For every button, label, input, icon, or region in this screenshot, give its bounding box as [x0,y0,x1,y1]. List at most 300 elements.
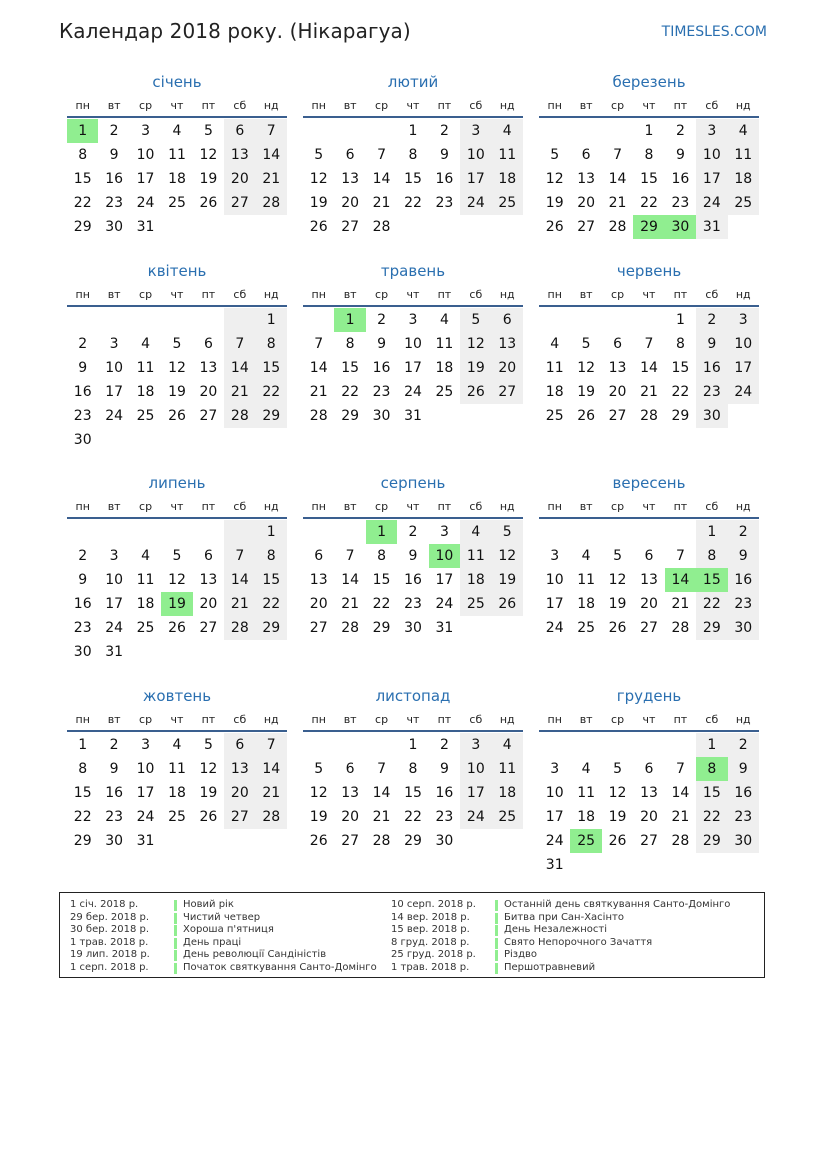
day-cell[interactable]: 21 [224,592,255,616]
day-cell[interactable]: 9 [728,757,759,781]
day-cell[interactable]: 24 [435,596,454,612]
day-cell[interactable]: 5 [172,336,182,352]
day-cell[interactable]: 2 [439,737,449,753]
day-cell[interactable]: 7 [644,336,654,352]
day-cell[interactable]: 27 [577,219,596,235]
day-cell[interactable]: 3 [460,733,491,757]
day-cell[interactable]: 10 [105,360,124,376]
day-cell[interactable]: 2 [675,123,685,139]
day-cell[interactable]: 5 [581,336,591,352]
day-cell[interactable]: 16 [728,568,759,592]
day-cell[interactable]: 16 [105,785,124,801]
day-cell[interactable]: 11 [492,757,523,781]
day-cell[interactable]: 26 [309,833,328,849]
day-cell[interactable]: 29 [256,404,287,428]
day-cell[interactable]: 18 [435,360,454,376]
day-cell[interactable]: 14 [640,360,658,376]
day-cell[interactable]: 20 [199,596,218,612]
day-cell[interactable]: 26 [199,809,218,825]
day-cell[interactable]: 8 [644,147,654,163]
day-cell[interactable]: 31 [435,620,454,636]
day-cell[interactable]: 26 [577,408,596,424]
day-cell[interactable]: 29 [696,616,727,640]
day-cell[interactable]: 6 [345,761,355,777]
day-cell[interactable]: 16 [728,781,759,805]
day-cell[interactable]: 28 [372,219,391,235]
day-cell[interactable]: 11 [577,572,596,588]
day-cell[interactable]: 14 [256,757,287,781]
day-cell[interactable]: 25 [435,384,454,400]
day-cell[interactable]: 2 [696,308,727,332]
day-cell[interactable]: 11 [577,785,596,801]
day-cell[interactable]: 29 [372,620,391,636]
day-cell[interactable]: 13 [577,171,596,187]
day-cell[interactable]: 6 [613,336,623,352]
day-cell[interactable]: 17 [136,171,155,187]
day-cell[interactable]: 2 [728,520,759,544]
day-cell[interactable]: 3 [408,312,418,328]
day-cell[interactable]: 21 [341,596,360,612]
day-cell[interactable]: 31 [136,833,155,849]
day-cell[interactable]: 18 [136,384,155,400]
day-cell[interactable]: 24 [404,384,422,400]
day-cell[interactable]: 23 [73,408,92,424]
day-cell[interactable]: 15 [73,171,92,187]
day-cell[interactable]: 23 [73,620,92,636]
day-cell[interactable]: 11 [728,143,759,167]
day-cell[interactable]: 12 [577,360,596,376]
holiday-day-cell[interactable]: 1 [67,119,98,143]
day-cell[interactable]: 21 [309,384,328,400]
day-cell[interactable]: 28 [224,404,255,428]
day-cell[interactable]: 16 [404,572,422,588]
day-cell[interactable]: 20 [577,195,596,211]
day-cell[interactable]: 4 [728,119,759,143]
day-cell[interactable]: 23 [728,592,759,616]
day-cell[interactable]: 7 [256,733,287,757]
day-cell[interactable]: 20 [640,809,658,825]
day-cell[interactable]: 14 [372,785,391,801]
day-cell[interactable]: 29 [404,833,422,849]
day-cell[interactable]: 8 [408,147,418,163]
day-cell[interactable]: 24 [460,805,491,829]
day-cell[interactable]: 5 [203,123,213,139]
day-cell[interactable]: 13 [309,572,328,588]
day-cell[interactable]: 10 [728,332,759,356]
day-cell[interactable]: 14 [256,143,287,167]
day-cell[interactable]: 9 [696,332,727,356]
day-cell[interactable]: 18 [728,167,759,191]
day-cell[interactable]: 8 [408,761,418,777]
day-cell[interactable]: 9 [109,147,119,163]
day-cell[interactable]: 12 [309,785,328,801]
day-cell[interactable]: 26 [168,408,186,424]
day-cell[interactable]: 28 [341,620,360,636]
day-cell[interactable]: 2 [109,737,119,753]
day-cell[interactable]: 24 [545,620,564,636]
day-cell[interactable]: 20 [224,167,255,191]
day-cell[interactable]: 3 [109,336,119,352]
day-cell[interactable]: 19 [309,195,328,211]
holiday-day-cell[interactable]: 30 [665,215,696,239]
day-cell[interactable]: 22 [73,195,92,211]
day-cell[interactable]: 29 [73,219,92,235]
day-cell[interactable]: 13 [341,785,360,801]
day-cell[interactable]: 10 [545,785,564,801]
day-cell[interactable]: 17 [460,781,491,805]
day-cell[interactable]: 11 [460,544,491,568]
day-cell[interactable]: 7 [224,332,255,356]
day-cell[interactable]: 11 [168,147,186,163]
day-cell[interactable]: 1 [675,312,685,328]
day-cell[interactable]: 26 [168,620,186,636]
day-cell[interactable]: 15 [640,171,658,187]
day-cell[interactable]: 10 [404,336,422,352]
day-cell[interactable]: 21 [372,809,391,825]
day-cell[interactable]: 9 [675,147,685,163]
day-cell[interactable]: 8 [256,332,287,356]
day-cell[interactable]: 10 [460,757,491,781]
day-cell[interactable]: 25 [168,195,186,211]
day-cell[interactable]: 22 [404,195,422,211]
day-cell[interactable]: 24 [136,809,155,825]
day-cell[interactable]: 5 [492,520,523,544]
day-cell[interactable]: 4 [439,312,449,328]
day-cell[interactable]: 9 [78,360,88,376]
day-cell[interactable]: 18 [136,596,155,612]
day-cell[interactable]: 27 [341,833,360,849]
day-cell[interactable]: 28 [256,191,287,215]
day-cell[interactable]: 17 [136,785,155,801]
day-cell[interactable]: 5 [203,737,213,753]
day-cell[interactable]: 14 [224,356,255,380]
day-cell[interactable]: 5 [550,147,560,163]
holiday-day-cell[interactable]: 10 [429,544,460,568]
day-cell[interactable]: 6 [203,548,213,564]
day-cell[interactable]: 28 [608,219,627,235]
day-cell[interactable]: 21 [608,195,627,211]
day-cell[interactable]: 3 [550,548,560,564]
day-cell[interactable]: 18 [492,781,523,805]
day-cell[interactable]: 30 [73,644,92,660]
day-cell[interactable]: 17 [105,384,124,400]
day-cell[interactable]: 26 [492,592,523,616]
day-cell[interactable]: 30 [696,404,727,428]
day-cell[interactable]: 3 [728,308,759,332]
day-cell[interactable]: 2 [78,336,88,352]
day-cell[interactable]: 5 [314,761,324,777]
day-cell[interactable]: 16 [671,171,690,187]
day-cell[interactable]: 18 [168,171,186,187]
day-cell[interactable]: 7 [314,336,324,352]
day-cell[interactable]: 17 [545,809,564,825]
day-cell[interactable]: 13 [199,572,218,588]
day-cell[interactable]: 27 [224,805,255,829]
day-cell[interactable]: 27 [224,191,255,215]
day-cell[interactable]: 23 [105,809,124,825]
day-cell[interactable]: 25 [136,620,155,636]
day-cell[interactable]: 6 [314,548,324,564]
day-cell[interactable]: 16 [696,356,727,380]
holiday-day-cell[interactable]: 1 [334,308,365,332]
day-cell[interactable]: 8 [696,544,727,568]
day-cell[interactable]: 22 [640,195,658,211]
day-cell[interactable]: 14 [309,360,328,376]
day-cell[interactable]: 28 [671,833,690,849]
day-cell[interactable]: 2 [408,524,418,540]
day-cell[interactable]: 25 [728,191,759,215]
day-cell[interactable]: 2 [109,123,119,139]
holiday-day-cell[interactable]: 29 [633,215,664,239]
day-cell[interactable]: 6 [345,147,355,163]
day-cell[interactable]: 4 [550,336,560,352]
day-cell[interactable]: 12 [309,171,328,187]
day-cell[interactable]: 3 [696,119,727,143]
day-cell[interactable]: 14 [671,785,690,801]
day-cell[interactable]: 22 [256,380,287,404]
day-cell[interactable]: 17 [545,596,564,612]
day-cell[interactable]: 4 [492,733,523,757]
day-cell[interactable]: 15 [404,785,422,801]
day-cell[interactable]: 28 [309,408,328,424]
day-cell[interactable]: 13 [199,360,218,376]
day-cell[interactable]: 25 [136,408,155,424]
day-cell[interactable]: 22 [404,809,422,825]
day-cell[interactable]: 3 [109,548,119,564]
day-cell[interactable]: 20 [492,356,523,380]
day-cell[interactable]: 6 [224,733,255,757]
day-cell[interactable]: 1 [696,733,727,757]
day-cell[interactable]: 9 [439,761,449,777]
day-cell[interactable]: 26 [608,833,627,849]
day-cell[interactable]: 23 [696,380,727,404]
day-cell[interactable]: 10 [460,143,491,167]
day-cell[interactable]: 2 [377,312,387,328]
day-cell[interactable]: 16 [73,384,92,400]
day-cell[interactable]: 27 [199,408,218,424]
day-cell[interactable]: 28 [640,408,658,424]
day-cell[interactable]: 29 [341,408,360,424]
day-cell[interactable]: 12 [492,544,523,568]
day-cell[interactable]: 7 [377,761,387,777]
day-cell[interactable]: 18 [577,809,596,825]
day-cell[interactable]: 20 [608,384,627,400]
day-cell[interactable]: 7 [675,548,685,564]
day-cell[interactable]: 9 [377,336,387,352]
day-cell[interactable]: 19 [608,809,627,825]
day-cell[interactable]: 15 [696,781,727,805]
day-cell[interactable]: 25 [168,809,186,825]
day-cell[interactable]: 18 [168,785,186,801]
day-cell[interactable]: 10 [105,572,124,588]
day-cell[interactable]: 31 [545,857,564,873]
day-cell[interactable]: 22 [696,805,727,829]
day-cell[interactable]: 13 [224,757,255,781]
day-cell[interactable]: 12 [199,761,218,777]
day-cell[interactable]: 2 [78,548,88,564]
holiday-day-cell[interactable]: 25 [570,829,601,853]
day-cell[interactable]: 15 [256,356,287,380]
day-cell[interactable]: 25 [460,592,491,616]
day-cell[interactable]: 31 [696,215,727,239]
day-cell[interactable]: 26 [460,380,491,404]
day-cell[interactable]: 28 [224,616,255,640]
day-cell[interactable]: 30 [435,833,454,849]
holiday-day-cell[interactable]: 15 [696,568,727,592]
day-cell[interactable]: 27 [341,219,360,235]
day-cell[interactable]: 20 [341,809,360,825]
day-cell[interactable]: 26 [545,219,564,235]
day-cell[interactable]: 20 [199,384,218,400]
day-cell[interactable]: 27 [199,620,218,636]
day-cell[interactable]: 10 [545,572,564,588]
day-cell[interactable]: 7 [256,119,287,143]
day-cell[interactable]: 30 [105,833,124,849]
day-cell[interactable]: 28 [372,833,391,849]
day-cell[interactable]: 30 [404,620,422,636]
day-cell[interactable]: 6 [644,761,654,777]
day-cell[interactable]: 17 [404,360,422,376]
day-cell[interactable]: 12 [168,360,186,376]
day-cell[interactable]: 19 [608,596,627,612]
day-cell[interactable]: 5 [314,147,324,163]
day-cell[interactable]: 16 [435,785,454,801]
day-cell[interactable]: 13 [640,785,658,801]
day-cell[interactable]: 8 [78,147,88,163]
day-cell[interactable]: 11 [168,761,186,777]
day-cell[interactable]: 17 [696,167,727,191]
day-cell[interactable]: 4 [581,548,591,564]
holiday-day-cell[interactable]: 19 [161,592,192,616]
day-cell[interactable]: 20 [640,596,658,612]
day-cell[interactable]: 12 [545,171,564,187]
day-cell[interactable]: 21 [256,781,287,805]
day-cell[interactable]: 29 [671,408,690,424]
day-cell[interactable]: 11 [136,360,155,376]
holiday-day-cell[interactable]: 8 [696,757,727,781]
day-cell[interactable]: 23 [671,195,690,211]
day-cell[interactable]: 20 [224,781,255,805]
day-cell[interactable]: 16 [372,360,391,376]
day-cell[interactable]: 10 [696,143,727,167]
day-cell[interactable]: 30 [73,432,92,448]
day-cell[interactable]: 21 [256,167,287,191]
day-cell[interactable]: 1 [696,520,727,544]
day-cell[interactable]: 27 [309,620,328,636]
day-cell[interactable]: 26 [608,620,627,636]
day-cell[interactable]: 5 [613,548,623,564]
day-cell[interactable]: 17 [728,356,759,380]
day-cell[interactable]: 15 [671,360,690,376]
day-cell[interactable]: 1 [78,737,88,753]
day-cell[interactable]: 3 [141,123,151,139]
day-cell[interactable]: 14 [372,171,391,187]
day-cell[interactable]: 7 [613,147,623,163]
day-cell[interactable]: 23 [728,805,759,829]
day-cell[interactable]: 29 [696,829,727,853]
day-cell[interactable]: 29 [256,616,287,640]
day-cell[interactable]: 7 [675,761,685,777]
day-cell[interactable]: 19 [577,384,596,400]
day-cell[interactable]: 12 [168,572,186,588]
day-cell[interactable]: 19 [168,384,186,400]
day-cell[interactable]: 4 [141,548,151,564]
day-cell[interactable]: 5 [460,308,491,332]
day-cell[interactable]: 27 [640,833,658,849]
day-cell[interactable]: 26 [199,195,218,211]
day-cell[interactable]: 30 [105,219,124,235]
day-cell[interactable]: 9 [78,572,88,588]
day-cell[interactable]: 25 [545,408,564,424]
day-cell[interactable]: 9 [408,548,418,564]
day-cell[interactable]: 11 [545,360,564,376]
day-cell[interactable]: 19 [309,809,328,825]
day-cell[interactable]: 17 [105,596,124,612]
day-cell[interactable]: 3 [550,761,560,777]
day-cell[interactable]: 11 [492,143,523,167]
day-cell[interactable]: 21 [640,384,658,400]
day-cell[interactable]: 18 [492,167,523,191]
day-cell[interactable]: 9 [109,761,119,777]
day-cell[interactable]: 24 [545,833,564,849]
day-cell[interactable]: 10 [136,761,155,777]
day-cell[interactable]: 22 [671,384,690,400]
holiday-day-cell[interactable]: 14 [665,568,696,592]
day-cell[interactable]: 16 [73,596,92,612]
day-cell[interactable]: 8 [345,336,355,352]
day-cell[interactable]: 30 [728,829,759,853]
day-cell[interactable]: 2 [728,733,759,757]
day-cell[interactable]: 14 [608,171,627,187]
day-cell[interactable]: 21 [671,809,690,825]
day-cell[interactable]: 4 [460,520,491,544]
day-cell[interactable]: 9 [728,544,759,568]
day-cell[interactable]: 30 [728,616,759,640]
day-cell[interactable]: 31 [136,219,155,235]
day-cell[interactable]: 1 [408,737,418,753]
day-cell[interactable]: 15 [256,568,287,592]
day-cell[interactable]: 25 [492,191,523,215]
day-cell[interactable]: 25 [577,620,596,636]
day-cell[interactable]: 7 [345,548,355,564]
site-link[interactable]: TIMESLES.COM [661,24,767,40]
day-cell[interactable]: 15 [341,360,360,376]
day-cell[interactable]: 29 [73,833,92,849]
day-cell[interactable]: 18 [545,384,564,400]
day-cell[interactable]: 8 [675,336,685,352]
day-cell[interactable]: 23 [404,596,422,612]
day-cell[interactable]: 12 [608,785,627,801]
day-cell[interactable]: 7 [224,544,255,568]
day-cell[interactable]: 23 [372,384,391,400]
day-cell[interactable]: 22 [341,384,360,400]
day-cell[interactable]: 24 [696,191,727,215]
day-cell[interactable]: 16 [435,171,454,187]
day-cell[interactable]: 1 [256,520,287,544]
day-cell[interactable]: 22 [73,809,92,825]
day-cell[interactable]: 15 [372,572,391,588]
day-cell[interactable]: 13 [608,360,627,376]
day-cell[interactable]: 23 [435,195,454,211]
day-cell[interactable]: 22 [372,596,391,612]
day-cell[interactable]: 28 [256,805,287,829]
day-cell[interactable]: 31 [404,408,422,424]
holiday-day-cell[interactable]: 1 [366,520,397,544]
day-cell[interactable]: 19 [199,171,218,187]
day-cell[interactable]: 20 [309,596,328,612]
day-cell[interactable]: 4 [172,123,182,139]
day-cell[interactable]: 17 [460,167,491,191]
